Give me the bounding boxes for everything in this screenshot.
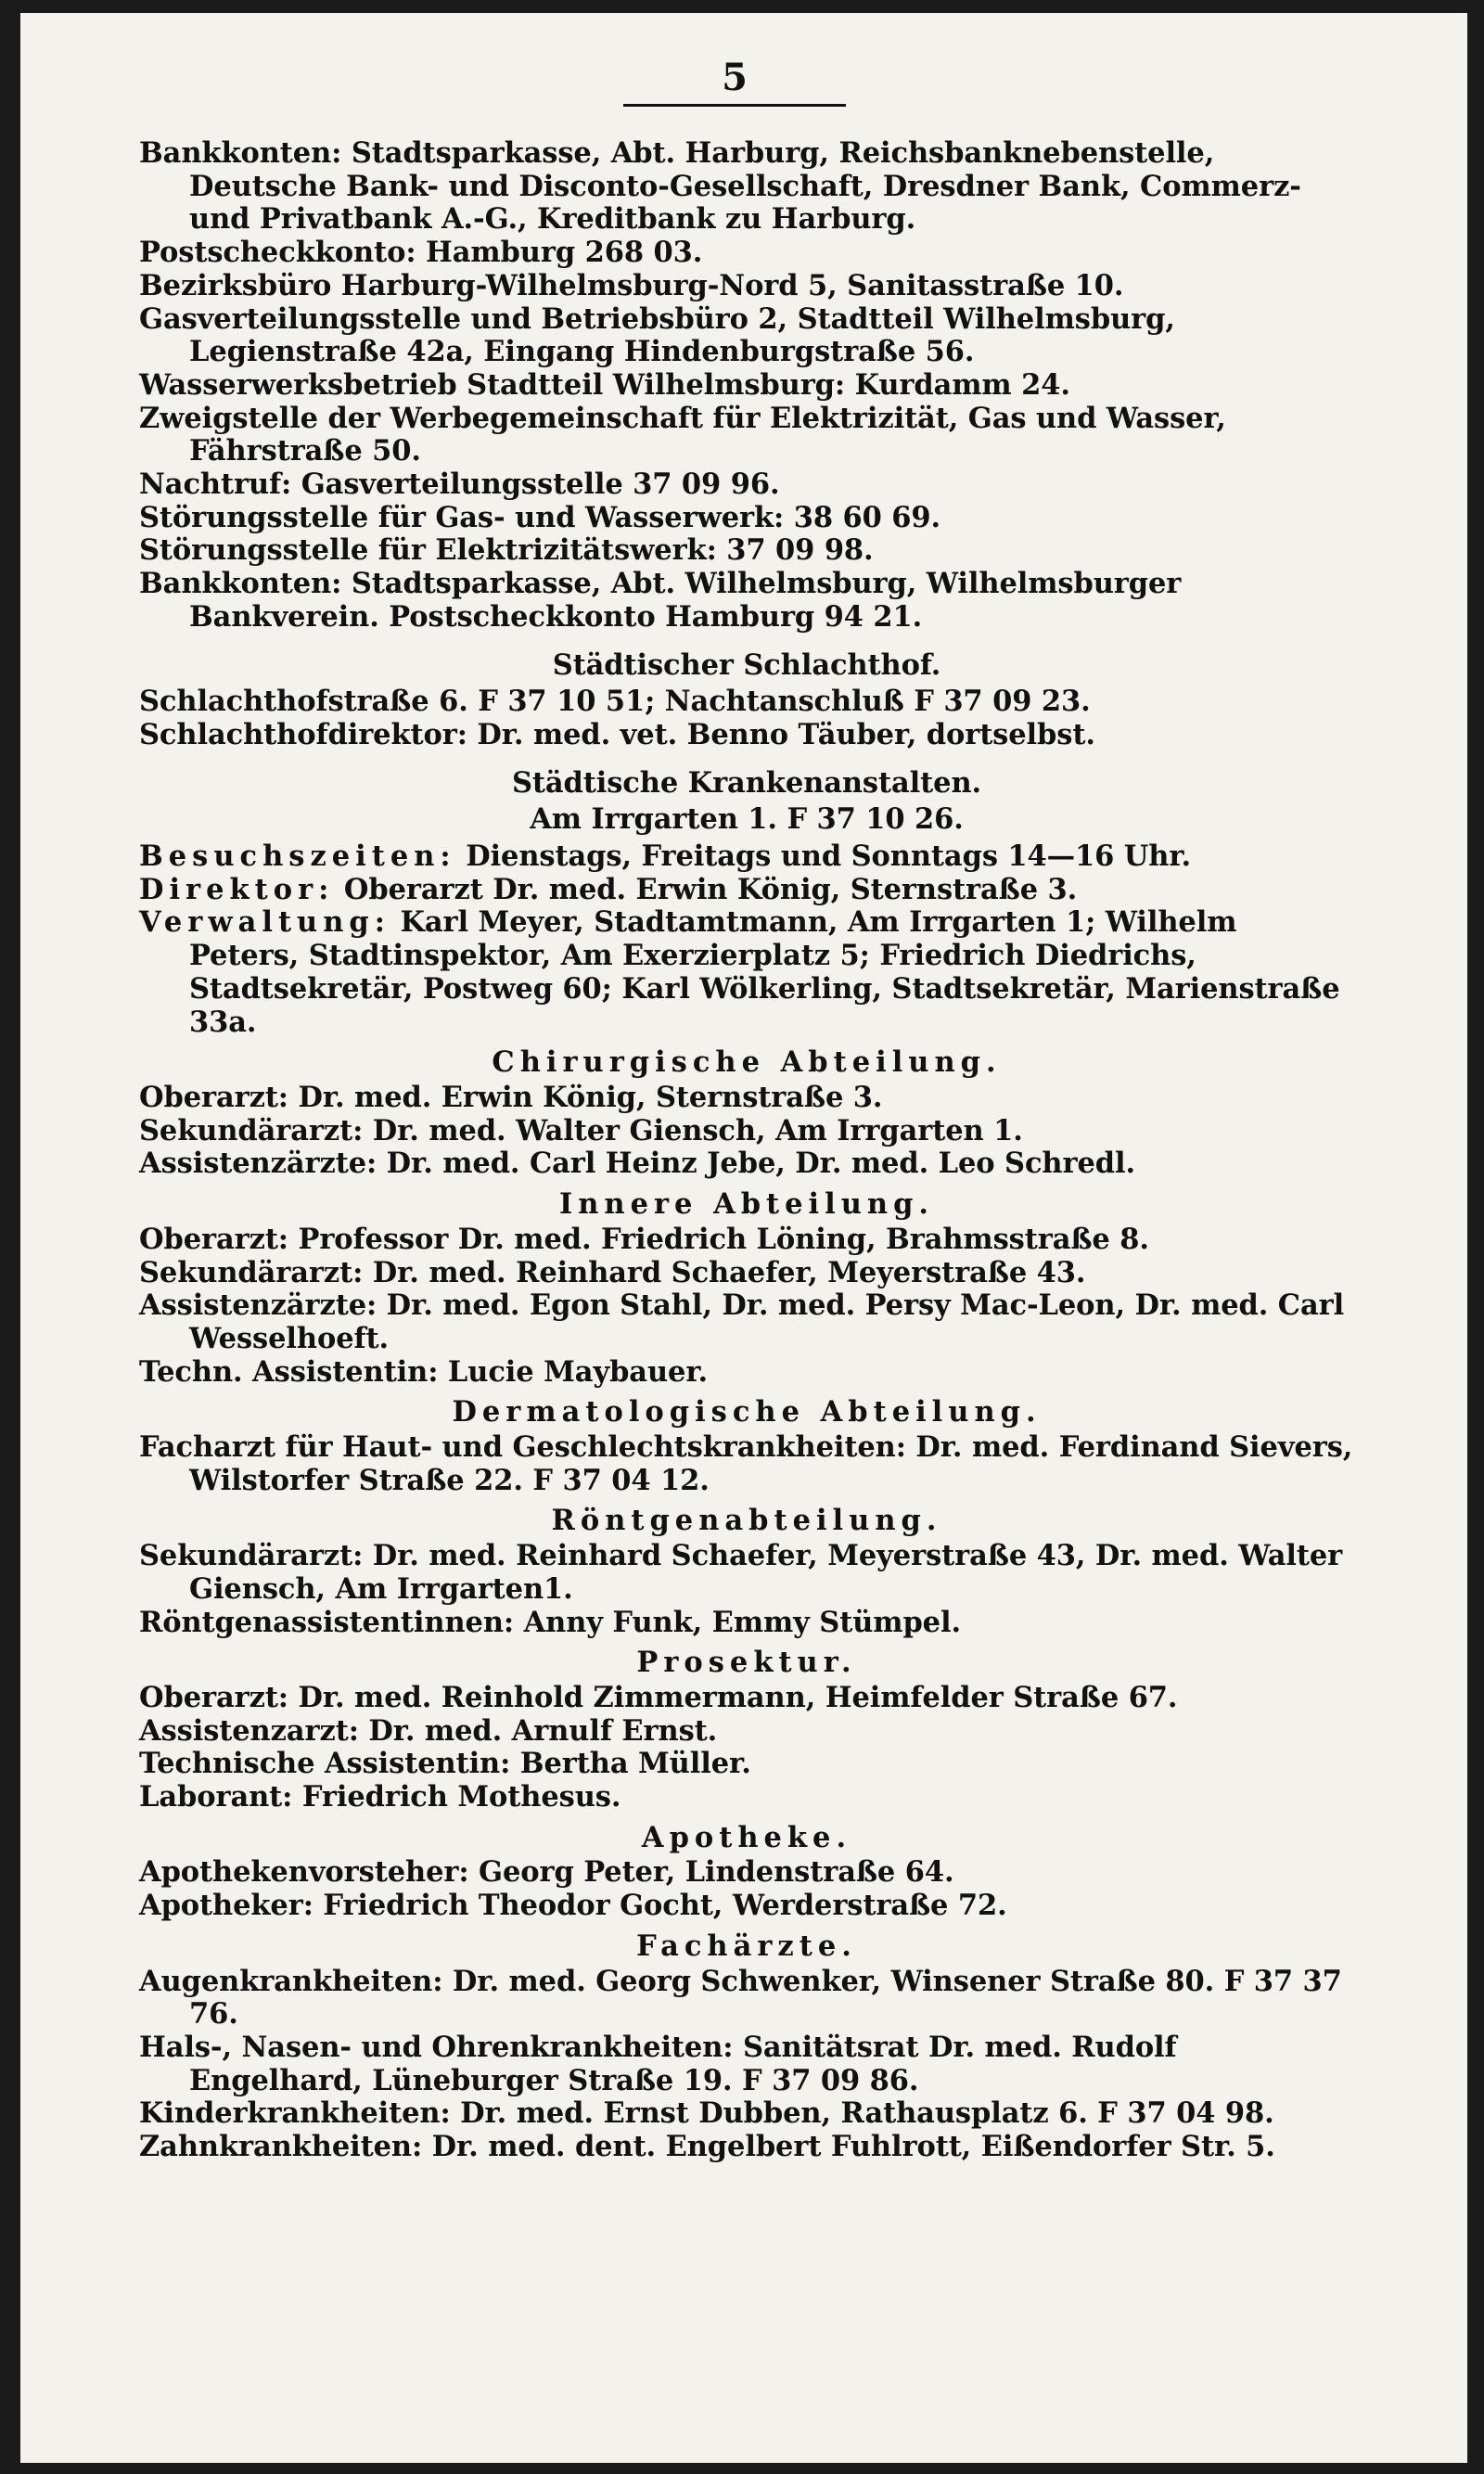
entry-innere-assistentin: Techn. Assistentin: Lucie Maybauer.: [139, 1354, 709, 1389]
entry-chirurgie-assistenzaerzte: Assistenzärzte: Dr. med. Carl Heinz Jebe, Dr. med. Leo Schredl.: [139, 1147, 1135, 1181]
entry-stoerung-elektrizitaet: Störungsstelle für Elektrizitätswerk: 37 09 98.: [139, 533, 874, 568]
entry-roentgen-assistentinnen: Röntgenassistentinnen: Anny Funk, Emmy Stümpel.: [139, 1605, 961, 1639]
entry-bezirksbuero: Bezirksbüro Harburg-Wilhelmsburg-Nord 5, Sanitasstraße 10.: [139, 268, 1124, 302]
entry-schlachthof-direktor: Schlachthofdirektor: Dr. med. vet. Benno Täuber, dortselbst.: [139, 717, 1095, 751]
page-number: 5: [623, 56, 846, 107]
entry-gasverteilungsstelle: Gasverteilungsstelle und Betriebsbüro 2, Stadtteil Wilhelmsburg, Legienstraße 42a, Eingang Hindenburgstraße 56.: [139, 301, 1175, 369]
entry-hals-nasen-ohren: Hals-, Nasen- und Ohrenkrankheiten: Sanitätsrat Dr. med. Rudolf Engelhard, Lüneburger Straße 19. F 37 09 86.: [139, 2030, 1177, 2097]
scan-border-right: [1467, 0, 1484, 2474]
entry-besuchszeiten: [139, 840, 1354, 874]
krankenanstalten-address: Am Irrgarten 1. F 37 10 26.: [530, 802, 964, 837]
entry-prosektur-assistenzarzt: Assistenzarzt: Dr. med. Arnulf Ernst.: [139, 1713, 718, 1748]
heading-prosektur: Prosektur.: [636, 1646, 857, 1680]
entry-dermatologie-facharzt: Facharzt für Haut- und Geschlechtskrankheiten: Dr. med. Ferdinand Sievers, Wilstorfer Straße 22. F 37 04 12.: [139, 1430, 1353, 1497]
entry-chirurgie-oberarzt: Oberarzt: Dr. med. Erwin König, Sternstraße 3.: [139, 1080, 883, 1114]
label-besuchszeiten: Besuchszeiten:: [139, 840, 456, 874]
heading-chirurgische-abteilung: Chirurgische Abteilung.: [492, 1045, 1002, 1080]
heading-fachaerzte: Fachärzte.: [636, 1929, 857, 1963]
label-verwaltung: Verwaltung:: [139, 905, 390, 940]
scan-border-bottom: [0, 2463, 1484, 2474]
scan-border-left: [0, 0, 20, 2474]
scan-border-top: [0, 0, 1484, 13]
text-direktor: Oberarzt Dr. med. Erwin König, Sternstraße 3.: [334, 872, 1078, 906]
entry-apotheke-apotheker: Apotheker: Friedrich Theodor Gocht, Werderstraße 72.: [139, 1889, 1007, 1923]
entry-zahnkrankheiten: Zahnkrankheiten: Dr. med. dent. Engelbert Fuhlrott, Eißendorfer Str. 5.: [139, 2130, 1275, 2164]
entry-apotheke-vorsteher: Apothekenvorsteher: Georg Peter, Lindenstraße 64.: [139, 1855, 954, 1890]
entry-wasserwerksbetrieb: Wasserwerksbetrieb Stadtteil Wilhelmsburg: Kurdamm 24.: [139, 367, 1070, 402]
entry-verwaltung: [139, 906, 1354, 1039]
heading-dermatologische-abteilung: Dermatologische Abteilung.: [452, 1395, 1042, 1429]
entry-postscheckkonto: Postscheckkonto: Hamburg 268 03.: [139, 236, 703, 270]
entry-direktor: [139, 874, 1354, 907]
entry-bankkonten-harburg: Bankkonten: Stadtsparkasse, Abt. Harburg, Reichsbanknebenstelle, Deutsche Bank- und Disconto-Gesellschaft, Dresdner Bank, Commerz- und Privatbank A.-G., Kreditbank zu Harburg.: [139, 136, 1301, 237]
entry-roentgen-sekundaerarzt: Sekundärarzt: Dr. med. Reinhard Schaefer, Meyerstraße 43, Dr. med. Walter Giensch, Am Irrgarten1.: [139, 1539, 1343, 1606]
entry-chirurgie-sekundaerarzt: Sekundärarzt: Dr. med. Walter Giensch, Am Irrgarten 1.: [139, 1113, 1023, 1147]
label-direktor: Direktor:: [139, 872, 335, 906]
heading-roentgenabteilung: Röntgenabteilung.: [551, 1504, 942, 1538]
entry-kinderkrankheiten: Kinderkrankheiten: Dr. med. Ernst Dubben, Rathausplatz 6. F 37 04 98.: [139, 2096, 1274, 2131]
entry-prosektur-assistentin: Technische Assistentin: Bertha Müller.: [139, 1747, 751, 1781]
heading-krankenanstalten: Städtische Krankenanstalten.: [511, 765, 982, 800]
entry-augenkrankheiten: Augenkrankheiten: Dr. med. Georg Schwenker, Winsener Straße 80. F 37 37 76.: [139, 1964, 1342, 2032]
entry-schlachthof-address: Schlachthofstraße 6. F 37 10 51; Nachtanschluß F 37 09 23.: [139, 685, 1091, 719]
entry-prosektur-laborant: Laborant: Friedrich Mothesus.: [139, 1780, 621, 1814]
entry-prosektur-oberarzt: Oberarzt: Dr. med. Reinhold Zimmermann, Heimfelder Straße 67.: [139, 1680, 1178, 1714]
heading-innere-abteilung: Innere Abteilung.: [558, 1187, 935, 1222]
entry-zweigstelle: Zweigstelle der Werbegemeinschaft für Elektrizität, Gas und Wasser, Fährstraße 50.: [139, 401, 1226, 468]
entry-innere-sekundaerarzt: Sekundärarzt: Dr. med. Reinhard Schaefer, Meyerstraße 43.: [139, 1255, 1086, 1289]
heading-apotheke: Apotheke.: [641, 1820, 852, 1854]
entry-innere-assistenzaerzte: Assistenzärzte: Dr. med. Egon Stahl, Dr. med. Persy Mac-Leon, Dr. med. Carl Wesselhoeft.: [139, 1288, 1345, 1355]
entry-stoerung-gas-wasser: Störungsstelle für Gas- und Wasserwerk: 38 60 69.: [139, 500, 940, 534]
text-verwaltung: Karl Meyer, Stadtamtmann, Am Irrgarten 1; Wilhelm Peters, Stadtinspektor, Am Exerzierplatz 5; Friedrich Diedrichs, Stadtsekretär, Postweg 60; Karl Wölkerling, Stadtsekretär, Marienstraße 33a.: [189, 905, 1340, 1039]
page-content: [139, 137, 1354, 2164]
entry-innere-oberarzt: Oberarzt: Professor Dr. med. Friedrich Löning, Brahmsstraße 8.: [139, 1222, 1149, 1256]
entry-nachtruf: Nachtruf: Gasverteilungsstelle 37 09 96.: [139, 468, 780, 502]
entry-bankkonten-wilhelmsburg: Bankkonten: Stadtsparkasse, Abt. Wilhelmsburg, Wilhelmsburger Bankverein. Postscheckkonto Hamburg 94 21.: [139, 567, 1182, 634]
text-besuchszeiten: Dienstags, Freitags und Sonntags 14—16 Uhr.: [455, 840, 1192, 874]
heading-schlachthof: Städtischer Schlachthof.: [552, 647, 941, 682]
